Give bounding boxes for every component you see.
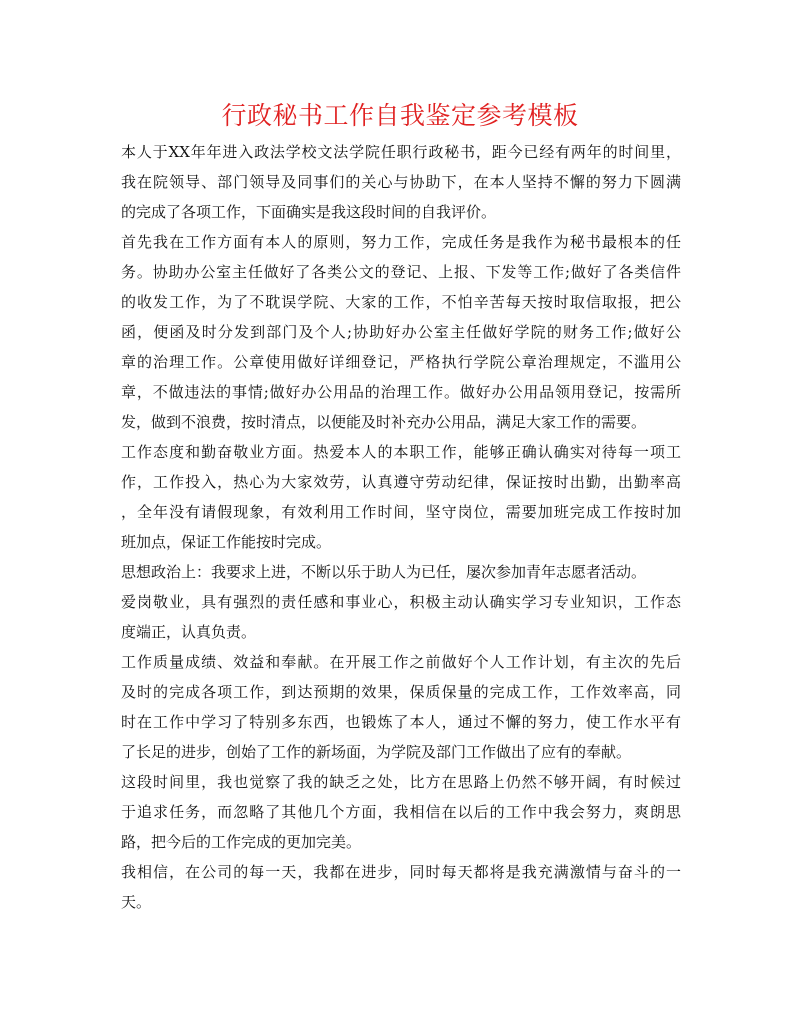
paragraph — [121, 137, 681, 227]
paragraph-line: ，全年没有请假现象，有效利用工作时间，坚守岗位，需要加班完成工作按时加 — [121, 503, 681, 521]
paragraph — [121, 587, 681, 647]
paragraph-line: 工作质量成绩、效益和奉献。在开展工作之前做好个人工作计划，有主次的先后 — [121, 653, 681, 671]
paragraph-line: 时在工作中学习了特别多东西，也锻炼了本人，通过不懈的努力，使工作水平有 — [121, 713, 681, 731]
paragraph-line: 天。 — [121, 893, 152, 911]
document-title: 行政秘书工作自我鉴定参考模板 — [221, 101, 579, 130]
paragraph-line: 路，把今后的工作完成的更加完美。 — [121, 833, 362, 851]
paragraph-line: 我相信，在公司的每一天，我都在进步，同时每天都将是我充满激情与奋斗的一 — [121, 863, 681, 881]
paragraph-line: 本人于XX年年进入政法学校文法学院任职行政秘书，距今已经有两年的时间里， — [121, 143, 681, 161]
document-body — [121, 137, 681, 917]
paragraph — [121, 437, 681, 557]
paragraph — [121, 647, 681, 767]
paragraph — [121, 557, 681, 587]
paragraph-line: 的收发工作，为了不耽误学院、大家的工作，不怕辛苦每天按时取信取报，把公 — [121, 293, 681, 311]
paragraph-line: 思想政治上：我要求上进，不断以乐于助人为已任，屡次参加青年志愿者活动。 — [121, 563, 647, 581]
paragraph-line: 度端正，认真负责。 — [121, 623, 257, 641]
paragraph-line: 工作态度和勤奋敬业方面。热爱本人的本职工作，能够正确认确实对待每一项工 — [121, 443, 681, 461]
paragraph-line: 班加点，保证工作能按时完成。 — [121, 533, 332, 551]
paragraph-line: 发，做到不浪费，按时清点，以便能及时补充办公用品，满足大家工作的需要。 — [121, 413, 647, 431]
paragraph-line: 务。协助办公室主任做好了各类公文的登记、上报、下发等工作;做好了各类信件 — [121, 263, 681, 281]
paragraph — [121, 227, 681, 437]
paragraph-line: 函，便函及时分发到部门及个人;协助好办公室主任做好学院的财务工作;做好公 — [121, 323, 681, 341]
paragraph-line: 于追求任务，而忽略了其他几个方面，我相信在以后的工作中我会努力，爽朗思 — [121, 803, 681, 821]
paragraph-line: 及时的完成各项工作，到达预期的效果，保质保量的完成工作，工作效率高，同 — [121, 683, 681, 701]
paragraph-line: 了长足的进步，创始了工作的新场面，为学院及部门工作做出了应有的奉献。 — [121, 743, 632, 761]
paragraph-line: 作，工作投入，热心为大家效劳，认真遵守劳动纪律，保证按时出勤，出勤率高 — [121, 473, 681, 491]
paragraph-line: 这段时间里，我也觉察了我的缺乏之处，比方在思路上仍然不够开阔，有时候过 — [121, 773, 681, 791]
paragraph-line: 章的治理工作。公章使用做好详细登记，严格执行学院公章治理规定，不滥用公 — [121, 353, 681, 371]
paragraph-line: 我在院领导、部门领导及同事们的关心与协助下，在本人坚持不懈的努力下圆满 — [121, 173, 681, 191]
paragraph-line: 章，不做违法的事情;做好办公用品的治理工作。做好办公用品领用登记，按需所 — [121, 383, 681, 401]
paragraph-line: 的完成了各项工作，下面确实是我这段时间的自我评价。 — [121, 203, 497, 221]
paragraph — [121, 857, 681, 917]
paragraph-line: 爱岗敬业，具有强烈的责任感和事业心，积极主动认确实学习专业知识，工作态 — [121, 593, 681, 611]
paragraph-line: 首先我在工作方面有本人的原则，努力工作，完成任务是我作为秘书最根本的任 — [121, 233, 681, 251]
paragraph — [121, 767, 681, 857]
